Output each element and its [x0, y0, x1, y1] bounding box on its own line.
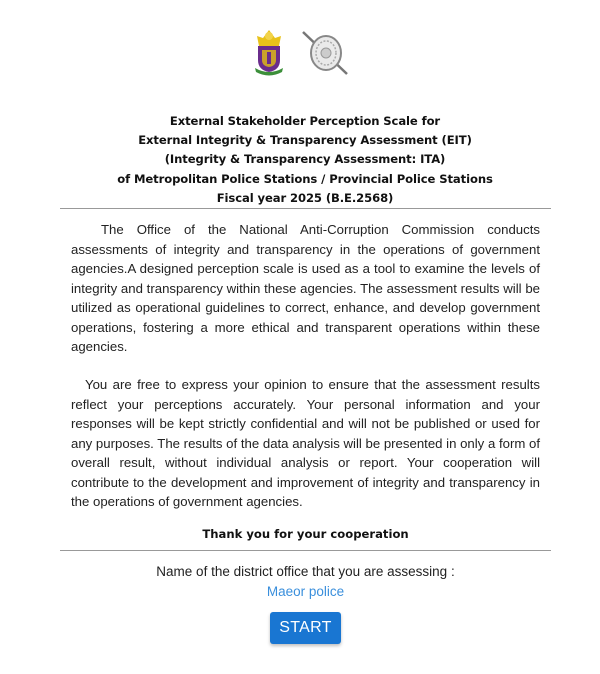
title-line: External Integrity & Transparency Assessment (EIT): [138, 133, 472, 148]
office-label: Name of the district office that you are assessing :: [156, 564, 455, 579]
title-line: (Integrity & Transparency Assessment: ITA): [164, 152, 446, 167]
start-button[interactable]: START: [270, 612, 341, 644]
title-line: Fiscal year 2025 (B.E.2568): [216, 190, 394, 205]
divider-bottom: [60, 550, 551, 551]
police-seal-icon: [299, 26, 351, 78]
title-line: External Stakeholder Perception Scale for: [169, 114, 441, 128]
office-value: Maeor police: [266, 584, 345, 599]
logo-row: [0, 26, 600, 78]
intro-paragraph: The Office of the National Anti-Corruption Commission conducts assessments of integrity and transparency in the operations of government agencies.A designed perception scale is used as a tool to examine the levels of integrity and transparency within these agencies. The assessment results will be utilized as operational guidelines to correct, enhance, and develop government operations, fostering a more ethical and transparent operations within these agencies.: [71, 222, 540, 354]
privacy-paragraph: You are free to express your opinion to ensure that the assessment results reflect your perceptions accurately. Your personal information and your responses will be kept strictly confidential and will not be published or used for any purposes. The results of the data analysis will be presented in only a form of overall result, without individual analysis or report. Your cooperation will contribute to the development and improvement of integrity and transparency in the operations of government agencies.: [71, 377, 540, 509]
page-title: [60, 112, 550, 208]
title-line: of Metropolitan Police Stations / Provincial Police Stations: [117, 171, 493, 186]
thanks-text: Thank you for your cooperation: [202, 527, 409, 541]
nacc-emblem-icon: [249, 26, 289, 78]
divider-top: [60, 208, 551, 209]
